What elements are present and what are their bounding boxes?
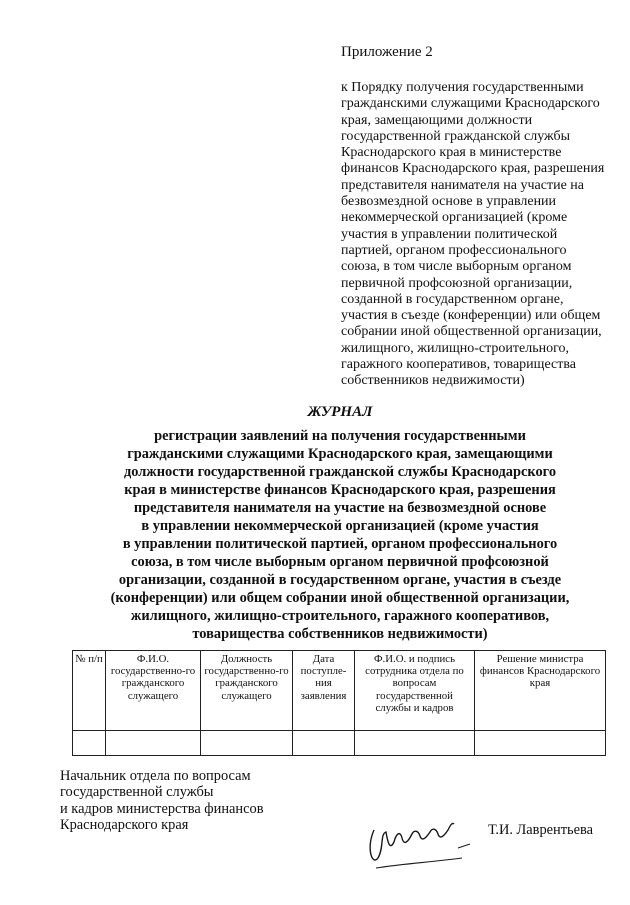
journal-subtitle-line: (конференции) или общем собрании иной общественной организации, bbox=[110, 590, 570, 606]
table-cell bbox=[355, 731, 475, 756]
table-cell bbox=[73, 731, 106, 756]
appendix-reference-line: собственников недвижимости) bbox=[341, 373, 525, 389]
journal-subtitle-line: товарищества собственников недвижимости) bbox=[192, 626, 488, 642]
appendix-reference-line: Краснодарского края в министерстве bbox=[341, 145, 562, 161]
column-header-hr-officer: Ф.И.О. и подпись сотрудника отдела по вопросам государственной службы и кадров bbox=[355, 651, 475, 731]
appendix-reference-line: гаражного кооперативов, товарищества bbox=[341, 357, 576, 373]
appendix-reference-line: участия в съезде (конференции) или общем bbox=[341, 308, 601, 324]
appendix-reference-line: созданной в государственном органе, bbox=[341, 291, 564, 307]
journal-subtitle-line: должности государственной гражданской службы Краснодарского bbox=[123, 464, 557, 480]
table-header-row bbox=[73, 651, 606, 731]
appendix-reference-line: представителя нанимателя на участие на bbox=[341, 177, 584, 193]
column-header-employee-name: Ф.И.О. государственно-го гражданского служащего bbox=[106, 651, 201, 731]
table-cell bbox=[106, 731, 201, 756]
appendix-reference-line: государственной гражданской службы bbox=[341, 128, 571, 144]
appendix-reference-line: первичной профсоюзной организации, bbox=[341, 275, 573, 291]
appendix-reference bbox=[341, 80, 623, 390]
signatory-position-line: Краснодарского края bbox=[60, 817, 189, 834]
journal-subtitle-line: жилищного, жилищно-строительного, гаражного кооперативов, bbox=[130, 608, 550, 624]
table-cell bbox=[475, 731, 606, 756]
table-cell bbox=[293, 731, 355, 756]
appendix-reference-line: финансов Краснодарского края, разрешения bbox=[341, 161, 605, 177]
column-header-number: № п/п bbox=[73, 651, 106, 731]
journal-subtitle-line: союза, в том числе выборным органом первичной профсоюзной bbox=[131, 554, 549, 570]
signatory-position bbox=[60, 768, 264, 834]
appendix-reference-line: союза, в том числе выборным органом bbox=[341, 259, 572, 275]
journal-subtitle-line: регистрации заявлений на получения государственными bbox=[154, 428, 526, 444]
journal-subtitle-line: в управлении некоммерческой организацией (кроме участия bbox=[141, 518, 539, 534]
appendix-reference-line: безвозмездной основе в управлении bbox=[341, 194, 557, 210]
journal-subtitle-line: представителя нанимателя на участие на безвозмездной основе bbox=[133, 500, 547, 516]
column-header-date: Дата поступле-ния заявления bbox=[293, 651, 355, 731]
appendix-reference-line: партией, органом профессионального bbox=[341, 242, 567, 258]
journal-subtitle bbox=[40, 427, 630, 643]
journal-subtitle-line: организации, созданной в государственном органе, участия в съезде bbox=[118, 572, 562, 588]
journal-subtitle-line: гражданскими служащими Краснодарского края, замещающими bbox=[127, 446, 553, 462]
signatory-position-line: государственной службы bbox=[60, 784, 214, 801]
table-cell bbox=[201, 731, 293, 756]
journal-subtitle-line: в управлении политической партией, органом профессионального bbox=[122, 536, 558, 552]
appendix-reference-line: гражданскими служащими Краснодарского bbox=[341, 96, 600, 112]
appendix-title: Приложение 2 bbox=[341, 44, 433, 60]
signer-name: Т.И. Лаврентьева bbox=[488, 822, 593, 838]
table-row bbox=[73, 731, 606, 756]
journal-subtitle-line: края в министерстве финансов Краснодарского края, разрешения bbox=[124, 482, 556, 498]
column-header-decision: Решение министра финансов Краснодарского края bbox=[475, 651, 606, 731]
column-header-position: Должность государственно-го гражданского служащего bbox=[201, 651, 293, 731]
signatory-position-line: и кадров министерства финансов bbox=[60, 800, 264, 817]
signatory-position-line: Начальник отдела по вопросам bbox=[60, 768, 251, 784]
journal-heading: ЖУРНАЛ bbox=[307, 404, 373, 420]
appendix-reference-line: собрании иной общественной организации, bbox=[341, 324, 602, 340]
appendix-reference-line: жилищного, жилищно-строительного, bbox=[341, 340, 569, 356]
register-table bbox=[72, 650, 606, 756]
handwritten-signature bbox=[362, 808, 482, 878]
appendix-reference-line: участия в управлении политической bbox=[341, 226, 558, 242]
appendix-reference-line: к Порядку получения государственными bbox=[341, 80, 584, 95]
appendix-reference-line: некоммерческой организацией (кроме bbox=[341, 210, 568, 226]
appendix-reference-line: края, замещающими должности bbox=[341, 112, 533, 128]
